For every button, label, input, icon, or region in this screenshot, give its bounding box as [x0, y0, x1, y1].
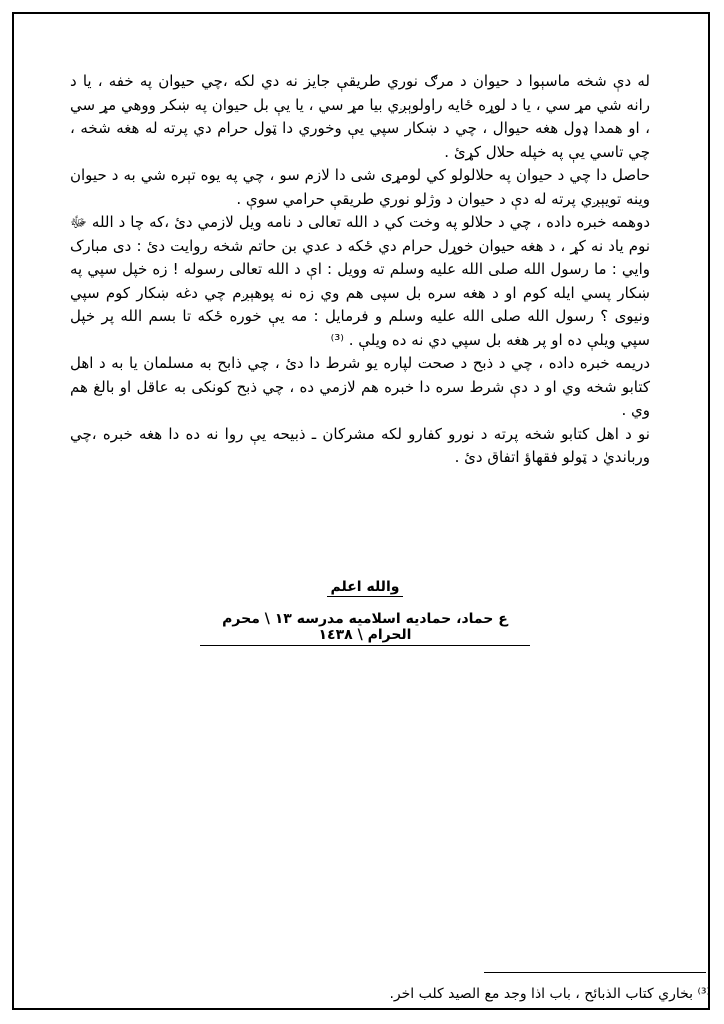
paragraph-5: نو د اهل کتابو شخه پرته د نورو کفارو لکه مشرکان ـ ذبيحه يې روا نه ده دا هغه خبره ،چي وربانديٰ د ټولو فقهاؤ اتفاق دئ .	[70, 424, 650, 466]
paragraph-3: دوهمه خبره داده ، چي د حلالو په وخت کي د الله تعالى د نامه ويل لازمي دئ ،که چا د الله ﷻ نوم ياد نه کړ ، د هغه حيوان خوړل حرام دي ځکه د عدي بن حاتم شخه روايت دئ : دی مبارک وايي : ما رسول الله صلى الله عليه وسلم ته وويل : اې د الله تعالى رسوله ! زه خپل سپي په ښکار پسي ايله کوم او د هغه سره بل سپی هم وي زه نه پوهېږم چي دغه ښکار کوم سپي ونيوی ؟ رسول الله صلى الله عليه وسلم و فرمايل : مه يې خوره ځکه تا بسم الله پر خپل سپي ويلې ده او پر هغه بل سپي دي نه ده ويلې . ⁽³⁾	[70, 213, 650, 349]
signature-block	[200, 576, 530, 646]
fatwa-body	[70, 70, 650, 470]
paragraph-2: حاصل دا چي د حيوان په حلالولو کي لومړی شی دا لازم سو ، چي په يوه تېره شي به د حيوان وينه تويېږي پرته له دې د حيوان د وژلو نوري طريقې حرامي سوې .	[70, 166, 650, 208]
signatory-line: ع حماد، حماديه اسلاميه مدرسه ١٣ \ محرم الحرام \ ١٤٣٨	[200, 611, 530, 646]
footnote-divider	[484, 972, 706, 973]
paragraph-1: له دې شخه ماسېوا د حيوان د مرګ نوري طريقې جايز نه دي لکه ،چي حيوان په خفه ، يا د رانه شي مړ سي ، يا د لوړه ځايه راولوېږي بيا مړ سي ، يا يې بل حيوان په ښکر ووهي مړ سي ، او همدا ډول هغه حيوال ، چي د ښکار سپي يې وخوري دا ټول حرام دي پرته له هغه شخه ، چي تاسي يې په خپله حلال کړئ .	[70, 72, 650, 161]
paragraph-4: دريمه خبره داده ، چي د ذبح د صحت لپاره يو شرط دا دئ ، چي ذابح به مسلمان يا به د اهل کتابو شخه وي او د دې شرط سره دا خبره هم لازمي ده ، چي ذبح کونکی به عاقل او بالغ هم وي .	[70, 354, 650, 419]
footnote: ⁽³⁾ بخاري كتاب الذبائح ، باب اذا وجد مع الصيد كلب اخر.	[389, 986, 710, 1002]
closing-phrase: والله اعلم	[327, 579, 404, 597]
